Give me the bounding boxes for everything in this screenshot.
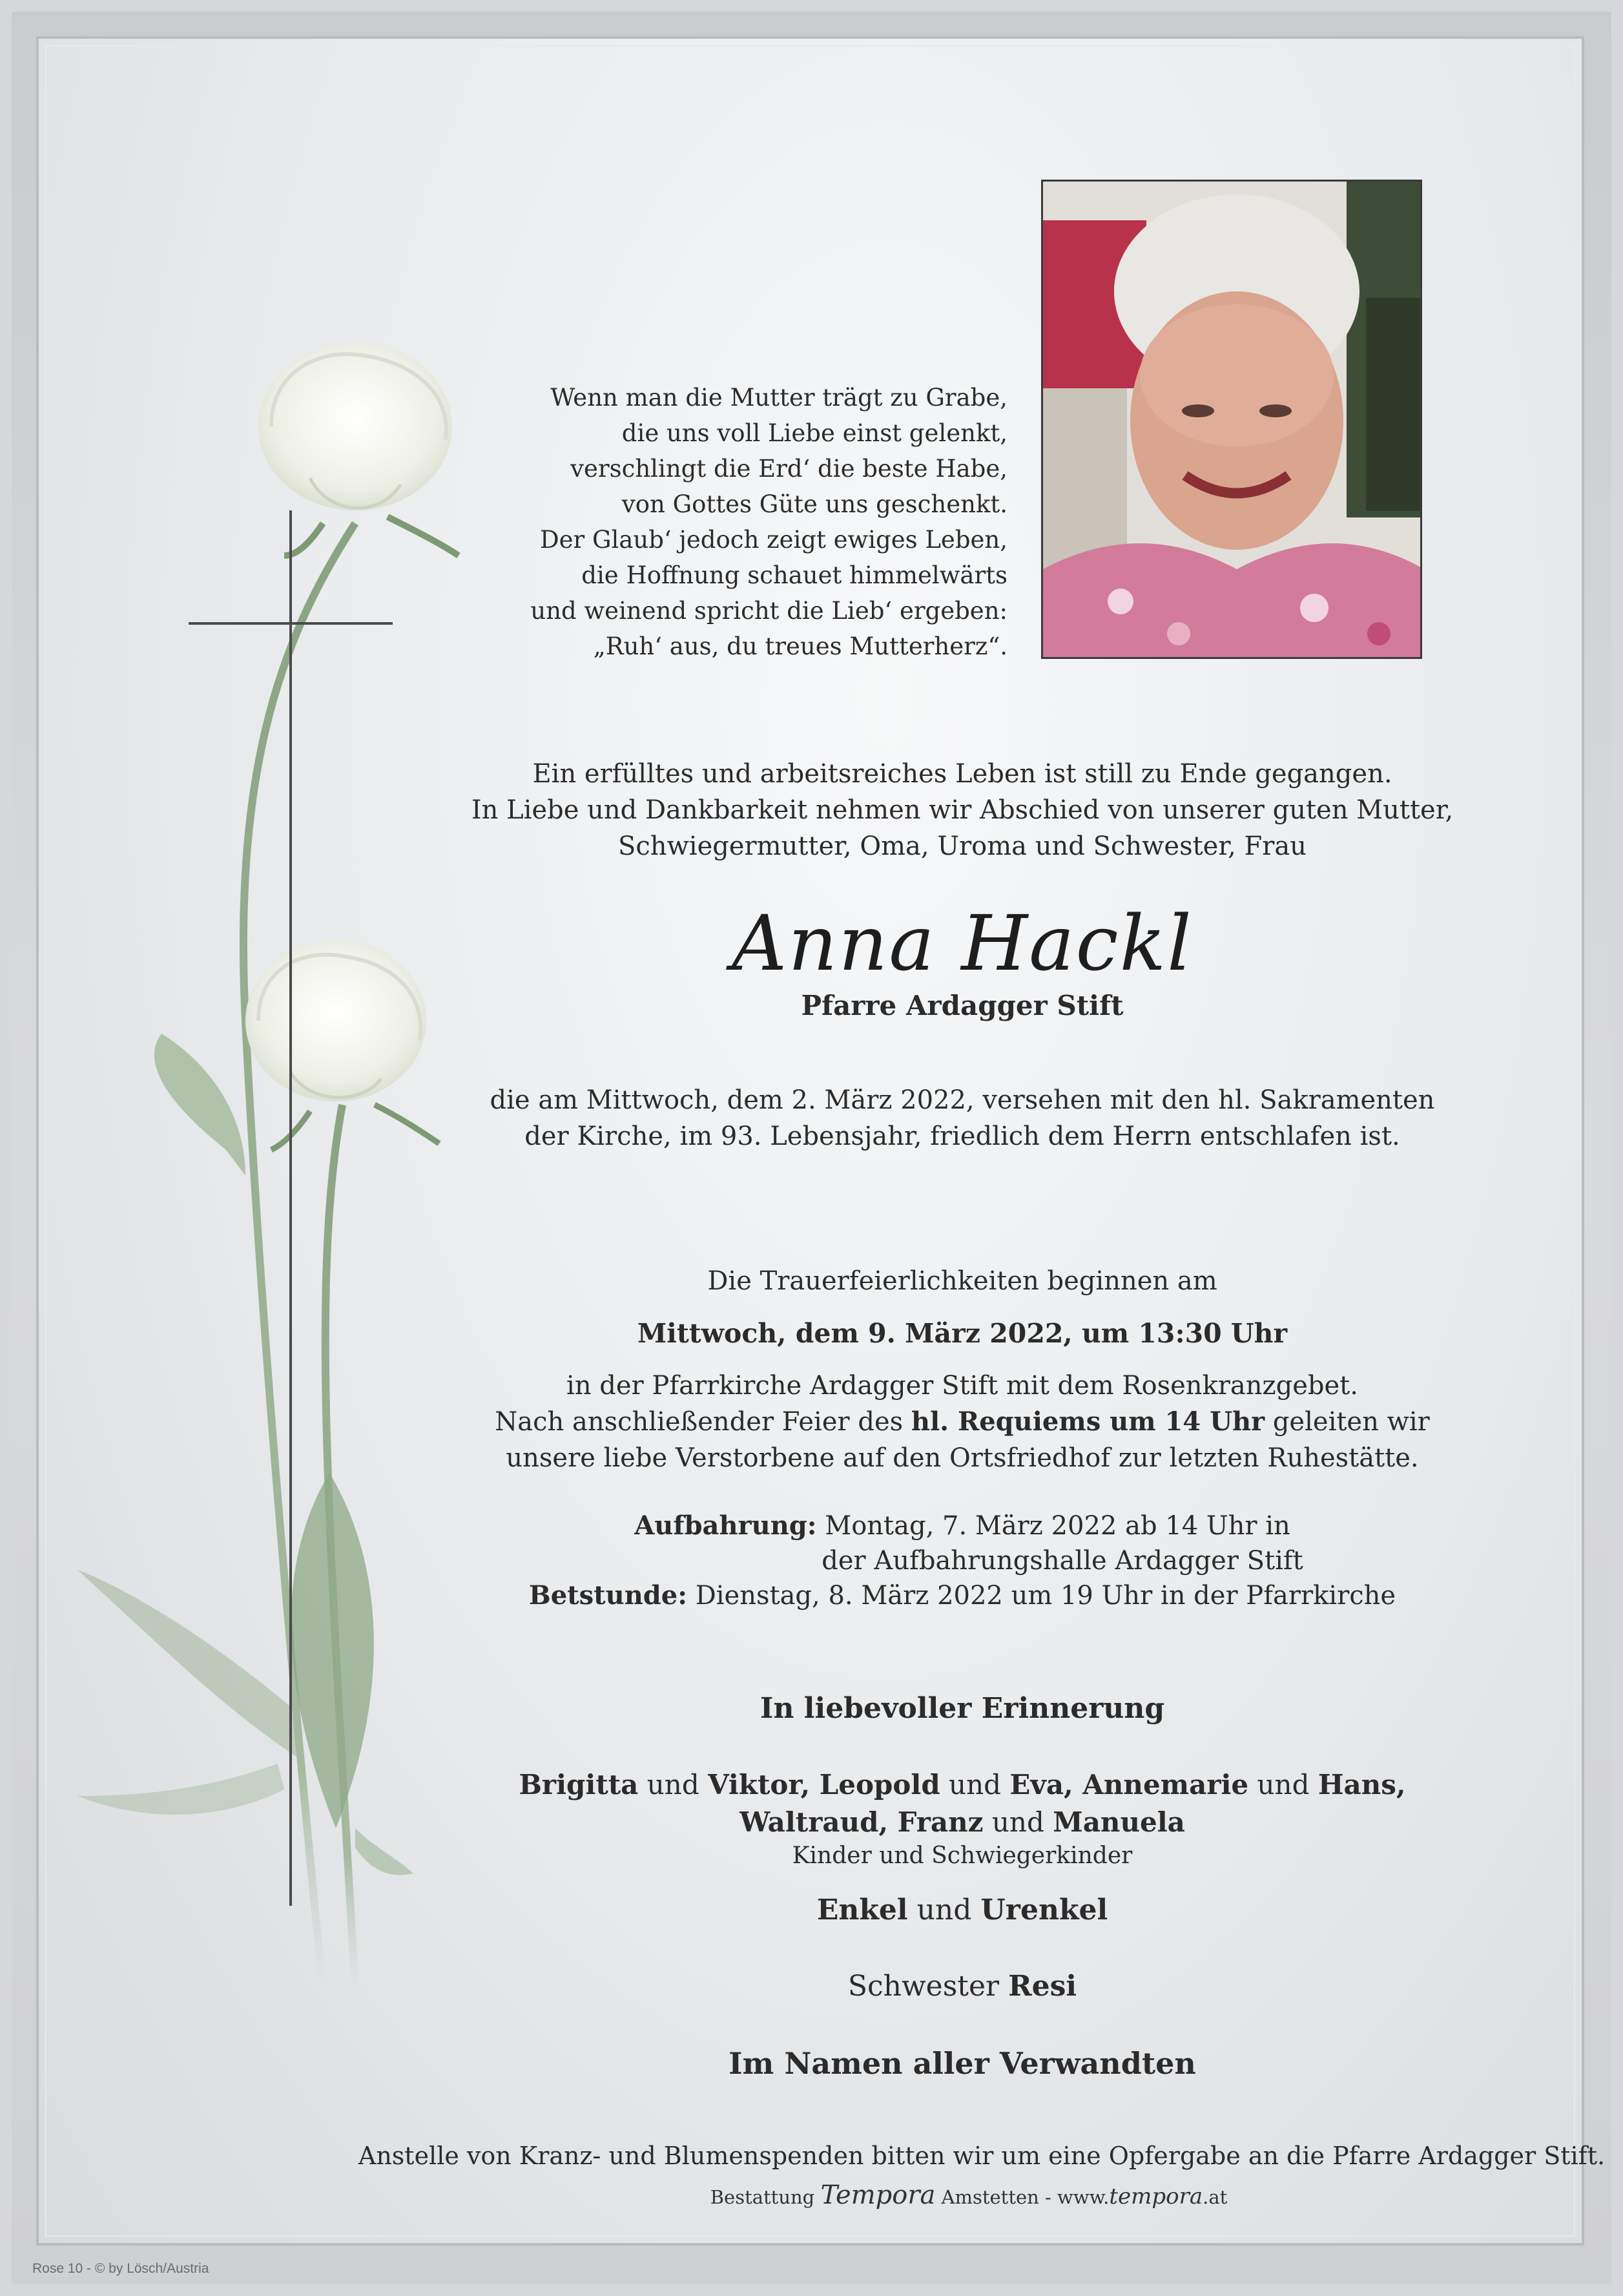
- footer-text: Bestattung: [710, 2186, 815, 2208]
- portrait-photo: [1041, 180, 1422, 659]
- viewing-line: der Aufbahrungshalle Ardagger Stift: [822, 1546, 1303, 1576]
- poem-line: von Gottes Güte uns geschenkt.: [621, 490, 1008, 518]
- grandchildren-label: Enkel: [816, 1894, 908, 1926]
- intro-line: Ein erfülltes und arbeitsreiches Leben ist still zu Ende gegangen.: [532, 759, 1392, 789]
- great-grandchildren-label: Urenkel: [980, 1894, 1108, 1926]
- family-conj: und: [916, 1894, 972, 1926]
- footer-text: .at: [1203, 2186, 1228, 2208]
- death-notice-line: die am Mittwoch, dem 2. März 2022, versehen mit den hl. Sakramenten: [490, 1085, 1435, 1115]
- footer-brand: Tempora: [820, 2180, 936, 2210]
- intro-text: [465, 756, 1460, 864]
- funeral-intro: Die Trauerfeierlichkeiten beginnen am: [707, 1266, 1217, 1296]
- death-notice: [465, 1082, 1460, 1154]
- rose-top: [258, 342, 459, 556]
- family-name: Manuela: [1053, 1806, 1185, 1838]
- requiem-time: hl. Requiems um 14 Uhr: [911, 1406, 1265, 1437]
- poem-line: die Hoffnung schauet himmelwärts: [581, 561, 1008, 589]
- funeral-date: Mittwoch, dem 9. März 2022, um 13:30 Uhr: [637, 1318, 1288, 1349]
- funeral-text: geleiten wir: [1265, 1407, 1430, 1437]
- rose-illustration: [52, 310, 504, 2054]
- intro-line: In Liebe und Dankbarkeit nehmen wir Abschied von unserer guten Mutter,: [471, 795, 1454, 825]
- death-notice-line: der Kirche, im 93. Lebensjahr, friedlich dem Herrn entschlafen ist.: [524, 1122, 1400, 1151]
- viewing-line: [465, 1508, 1460, 1543]
- sister-name: Resi: [1008, 1970, 1077, 2003]
- viewing-label: Aufbahrung:: [634, 1510, 817, 1541]
- viewing-details: [465, 1508, 1460, 1613]
- family-name: Brigitta: [519, 1769, 639, 1800]
- footer-text: Amstetten - www.: [941, 2186, 1110, 2208]
- viewing-text: Montag, 7. März 2022 ab 14 Uhr in: [825, 1511, 1290, 1541]
- grandchildren: [465, 1892, 1460, 1929]
- funeral-line: in der Pfarrkirche Ardagger Stift mit dem Rosenkranzgebet.: [566, 1371, 1358, 1401]
- family-name: Hans,: [1318, 1769, 1406, 1800]
- funeral-home-footer: [452, 2182, 1485, 2210]
- poem-line: Wenn man die Mutter trägt zu Grabe,: [550, 384, 1008, 412]
- poem-line: die uns voll Liebe einst gelenkt,: [621, 419, 1008, 447]
- remembrance-heading: In liebevoller Erinnerung: [760, 1692, 1165, 1725]
- poem-line: „Ruh‘ aus, du treues Mutterherz“.: [593, 632, 1008, 660]
- intro-line: Schwiegermutter, Oma, Uroma und Schwester, Frau: [618, 831, 1307, 861]
- family-name: Waltraud, Franz: [739, 1806, 984, 1838]
- deceased-name: Anna Hackl: [732, 899, 1193, 988]
- funeral-text: Nach anschließender Feier des: [495, 1407, 911, 1437]
- image-credit: Rose 10 - © by Lösch/Austria: [32, 2261, 209, 2276]
- prayer-label: Betstunde:: [528, 1580, 687, 1611]
- family-conj: und: [1257, 1769, 1310, 1800]
- sister-label: Schwester: [847, 1970, 1000, 2003]
- prayer-line: [465, 1578, 1460, 1613]
- poem-line: verschlingt die Erd‘ die beste Habe,: [570, 455, 1008, 483]
- relatives-signoff: Im Namen aller Verwandten: [729, 2046, 1196, 2081]
- funeral-line: [465, 1404, 1460, 1440]
- family-name: Eva, Annemarie: [1009, 1769, 1249, 1800]
- sister: [465, 1968, 1460, 2005]
- funeral-details: [465, 1263, 1460, 1476]
- family-list: [465, 1766, 1460, 1871]
- parish: Pfarre Ardagger Stift: [801, 990, 1124, 1021]
- prayer-text: Dienstag, 8. März 2022 um 19 Uhr in der Pfarrkirche: [695, 1581, 1396, 1611]
- family-name: Viktor, Leopold: [708, 1769, 940, 1800]
- family-line: [465, 1804, 1460, 1841]
- poem: [491, 380, 1008, 664]
- family-conj: und: [646, 1769, 699, 1800]
- poem-line: und weinend spricht die Lieb‘ ergeben:: [530, 597, 1008, 625]
- poem-line: Der Glaub‘ jedoch zeigt ewiges Leben,: [539, 526, 1008, 554]
- family-line: [465, 1766, 1460, 1804]
- funeral-line: unsere liebe Verstorbene auf den Ortsfriedhof zur letzten Ruhestätte.: [506, 1443, 1419, 1473]
- footer-domain: tempora: [1109, 2184, 1203, 2209]
- family-conj: und: [991, 1806, 1044, 1838]
- name-block: [465, 901, 1460, 1024]
- donation-note: Anstelle von Kranz- und Blumenspenden bitten wir um eine Opfergabe an die Pfarre Ardagger Stift.: [358, 2142, 1606, 2170]
- family-conj: und: [949, 1769, 1002, 1800]
- children-label: Kinder und Schwiegerkinder: [792, 1842, 1133, 1869]
